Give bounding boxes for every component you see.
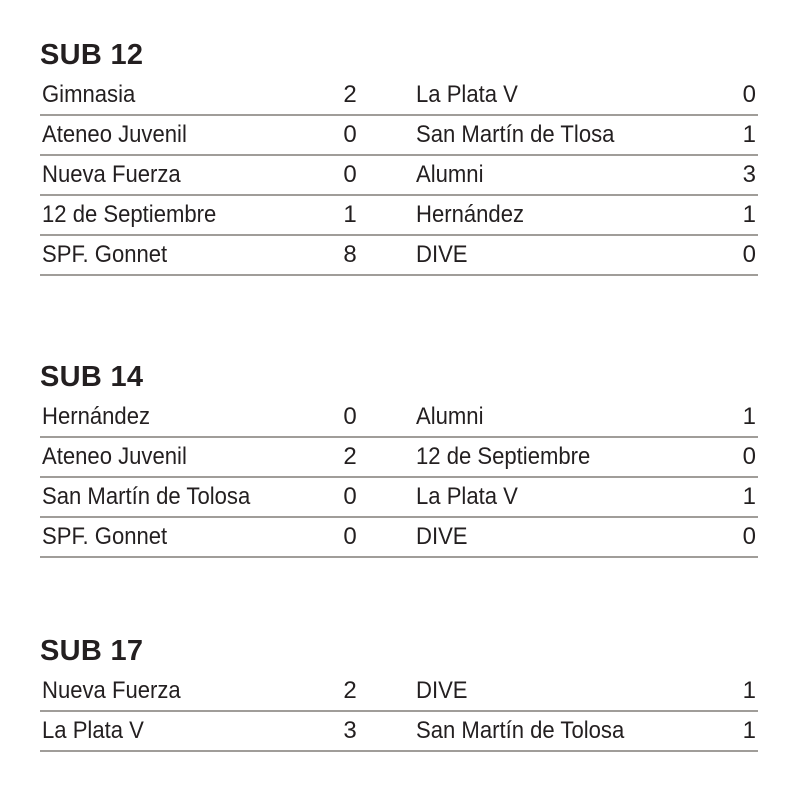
match-row	[40, 712, 758, 752]
away-team: San Martín de Tolosa	[416, 717, 625, 744]
away-score: 0	[742, 443, 756, 470]
section-title: SUB 17	[40, 635, 144, 667]
home-score: 1	[343, 201, 357, 228]
match-row	[40, 398, 758, 438]
away-score: 0	[742, 523, 756, 550]
home-team: SPF. Gonnet	[42, 241, 168, 268]
home-team: Gimnasia	[42, 81, 136, 108]
home-score: 8	[343, 241, 357, 268]
away-score: 0	[742, 241, 756, 268]
home-score: 0	[343, 121, 357, 148]
away-score: 1	[742, 121, 756, 148]
away-team: La Plata V	[416, 483, 518, 510]
home-team: Nueva Fuerza	[42, 677, 181, 704]
away-team: DIVE	[416, 523, 468, 550]
section-sub12	[40, 40, 758, 276]
match-row	[40, 156, 758, 196]
section-sub17	[40, 636, 758, 752]
away-team: Alumni	[416, 161, 484, 188]
home-team: 12 de Septiembre	[42, 201, 217, 228]
away-score: 3	[742, 161, 756, 188]
home-team: Nueva Fuerza	[42, 161, 181, 188]
match-row	[40, 76, 758, 116]
away-team: Alumni	[416, 403, 484, 430]
home-score: 0	[343, 483, 357, 510]
away-score: 1	[742, 677, 756, 704]
section-sub14	[40, 362, 758, 558]
away-team: DIVE	[416, 677, 468, 704]
away-score: 1	[742, 201, 756, 228]
home-score: 2	[343, 443, 357, 470]
section-title: SUB 12	[40, 39, 144, 71]
home-team: Ateneo Juvenil	[42, 443, 187, 470]
home-score: 2	[343, 677, 357, 704]
away-team: La Plata V	[416, 81, 518, 108]
home-team: Hernández	[42, 403, 151, 430]
home-team: San Martín de Tolosa	[42, 483, 251, 510]
away-score: 1	[742, 403, 756, 430]
home-score: 0	[343, 161, 357, 188]
away-team: Hernández	[416, 201, 525, 228]
match-row	[40, 478, 758, 518]
home-score: 2	[343, 81, 357, 108]
match-row	[40, 518, 758, 558]
match-row	[40, 116, 758, 156]
away-score: 1	[742, 483, 756, 510]
match-row	[40, 196, 758, 236]
home-score: 3	[343, 717, 357, 744]
home-score: 0	[343, 403, 357, 430]
away-team: DIVE	[416, 241, 468, 268]
away-team: San Martín de Tlosa	[416, 121, 615, 148]
home-score: 0	[343, 523, 357, 550]
match-row	[40, 236, 758, 276]
match-row	[40, 438, 758, 478]
home-team: La Plata V	[42, 717, 144, 744]
away-score: 0	[742, 81, 756, 108]
match-row	[40, 672, 758, 712]
home-team: Ateneo Juvenil	[42, 121, 187, 148]
away-team: 12 de Septiembre	[416, 443, 591, 470]
section-title: SUB 14	[40, 361, 144, 393]
home-team: SPF. Gonnet	[42, 523, 168, 550]
away-score: 1	[742, 717, 756, 744]
